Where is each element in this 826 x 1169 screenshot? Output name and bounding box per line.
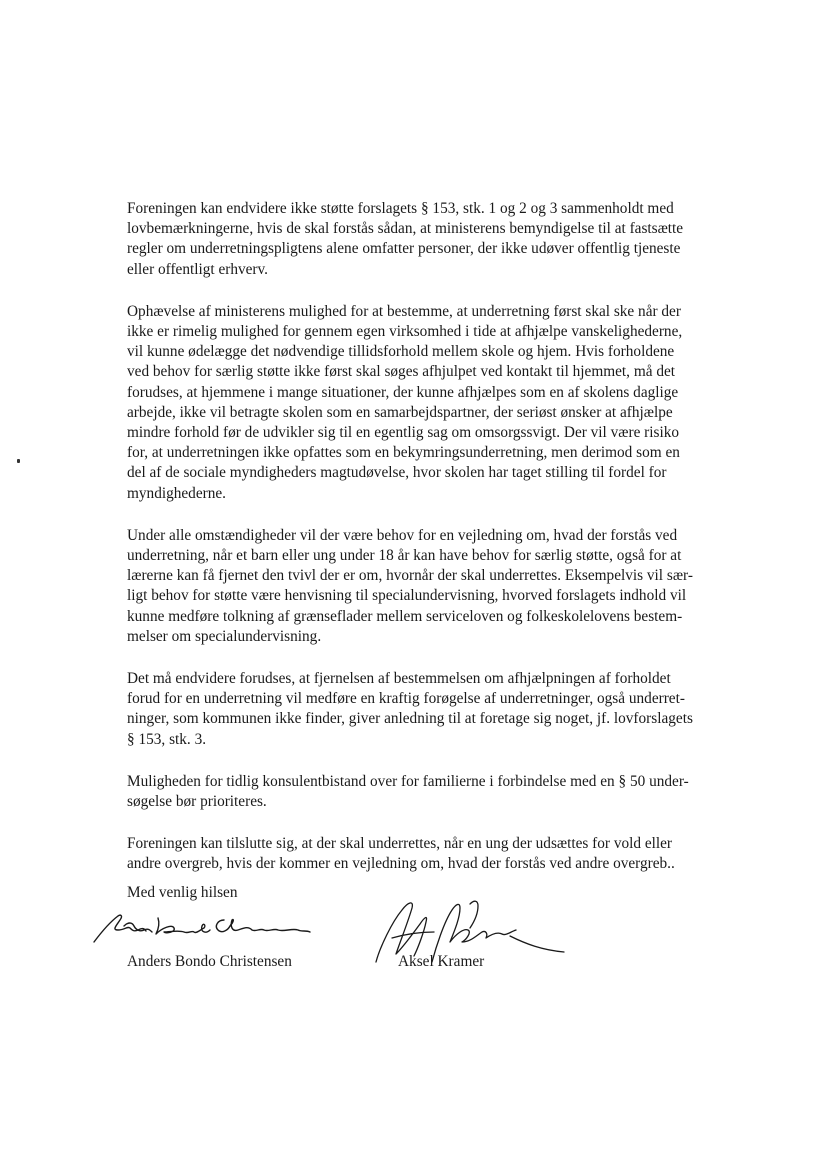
text-line: Det må endvidere forudses, at fjernelsen af bestemmelsen om afhjælpningen af forholdet [127,670,671,688]
text-line: søgelse bør prioriteres. [127,793,267,811]
text-line: lovbemærkningerne, hvis de skal forstås sådan, at ministerens bemyndigelse til at fastsætte [127,220,684,238]
text-line: arbejde, ikke vil betragte skolen som en samarbejdspartner, der seriøst ønsker at afhjælpe [127,403,673,421]
signer-name: Aksel Kramer [398,953,485,970]
closing-salutation: Med venlig hilsen [127,884,238,901]
text-line: ved behov for særlig støtte ikke først skal søges afhjulpet ved kontakt til hjemmet, må det [127,363,676,381]
text-line: for, at underretningen ikke opfattes som en bekymringsunderretning, men derimod som en [127,444,680,462]
text-line: Under alle omstændigheder vil der være behov for en vejledning om, hvad der forstås ved [127,526,678,544]
text-line: andre overgreb, hvis der kommer en vejledning om, hvad der forstås ved andre overgreb.. [127,855,675,873]
text-line: Muligheden for tidlig konsulentbistand over for familierne i forbindelse med en § 50 under- [127,772,689,790]
text-line: mindre forhold før de udvikler sig til en egentlig sag om omsorgssvigt. Der vil være risiko [127,424,680,442]
text-line: underretning, når et barn eller ung under 18 år kan have behov for særlig støtte, også for at [127,547,682,565]
paragraph [127,772,727,812]
text-line: regler om underretningspligtens alene omfatter personer, der ikke udøver offentlig tjeneste [127,240,681,258]
text-line: kunne medføre tolkning af grænseflader mellem serviceloven og folkeskolelovens bestem- [127,607,683,625]
text-line: vil kunne ødelægge det nødvendige tillidsforhold mellem skole og hjem. Hvis forholdene [127,343,675,361]
text-line: Foreningen kan endvidere ikke støtte forslagets § 153, stk. 1 og 2 og 3 sammenholdt med [127,200,674,217]
text-line: ligt behov for støtte være henvisning til specialundervisning, hvorved forslagets indhold vil [127,587,687,605]
text-line: eller offentligt erhverv. [127,260,269,278]
text-line: § 153, stk. 3. [127,730,207,748]
paragraph [127,669,727,750]
signature-anders-bondo-christensen [88,908,318,948]
paragraph [127,834,727,874]
text-line: melser om specialundervisning. [127,627,322,645]
text-line: forud for en underretning vil medføre en kraftig forøgelse af underretninger, også underret- [127,690,685,708]
paragraph [127,526,727,647]
scan-speck [17,459,20,463]
paragraph [127,199,727,280]
text-line: forudses, at hjemmene i mange situationer, der kunne afhjælpes som en af skolens daglige [127,383,679,401]
text-line: del af de sociale myndigheders magtudøvelse, hvor skolen har taget stilling til fordel for [127,464,667,482]
text-line: ninger, som kommunen ikke finder, giver anledning til at foretage sig noget, jf. lovforslagets [127,710,693,728]
text-line: ikke er rimelig mulighed for gennem egen virksomhed i tide at afhjælpe vanskelighederne, [127,323,683,341]
text-line: myndighederne. [127,484,226,502]
text-line: lærerne kan få fjernet den tvivl der er om, hvornår der skal underrettes. Eksempelvis vil sær- [127,567,693,585]
signer-name: Anders Bondo Christensen [127,953,292,970]
paragraph [127,302,727,504]
letter-body [127,199,727,897]
text-line: Foreningen kan tilslutte sig, at der skal underrettes, når en ung der udsættes for vold eller [127,835,673,853]
text-line: Ophævelse af ministerens mulighed for at bestemme, at underretning først skal ske når der [127,302,681,320]
